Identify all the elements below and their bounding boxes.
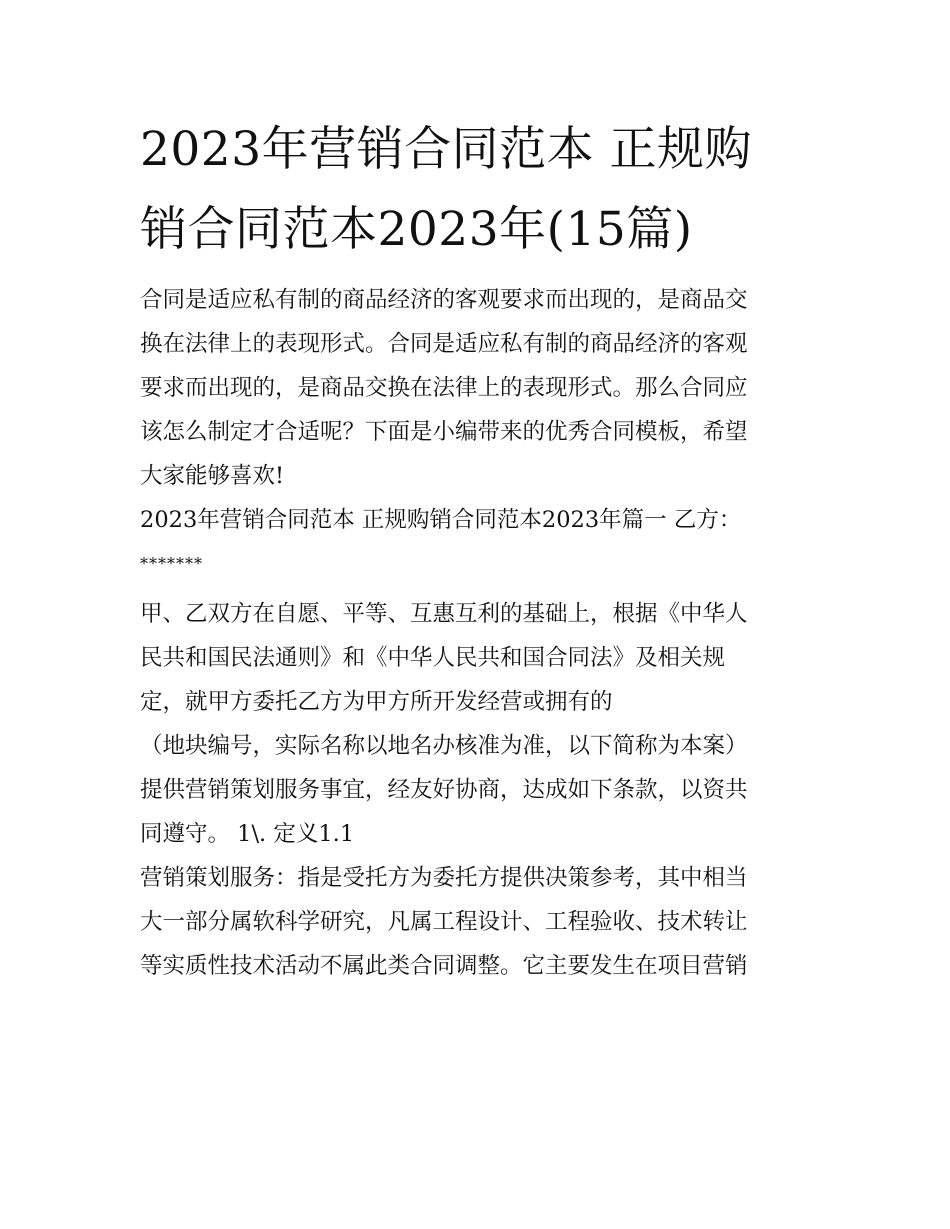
text-line: （地块编号，实际名称以地名办核准为准，以下简称为本案）	[140, 733, 748, 759]
definition-paragraph	[140, 856, 812, 988]
text-line: 合同是适应私有制的商品经济的客观要求而出现的，是商品交	[140, 287, 748, 313]
title-line: 2023年营销合同范本 正规购	[140, 122, 753, 177]
title-line: 销合同范本2023年(15篇)	[140, 202, 693, 257]
intro-paragraph	[140, 278, 812, 498]
text-line: 大家能够喜欢!	[140, 463, 285, 489]
text-line: 营销策划服务：指是受托方为委托方提供决策参考，其中相当	[140, 865, 748, 891]
text-line: 同遵守。 1\. 定义1.1	[140, 821, 355, 847]
text-line: 等实质性技术活动不属此类合同调整。它主要发生在项目营销	[140, 953, 748, 979]
clause-paragraph	[140, 592, 812, 856]
document-title	[140, 110, 820, 270]
text-line: 要求而出现的，是商品交换在法律上的表现形式。那么合同应	[140, 375, 748, 401]
section-heading	[140, 498, 812, 586]
text-line: 民共和国民法通则》和《中华人民共和国合同法》及相关规	[140, 645, 726, 671]
text-line: 2023年营销合同范本 正规购销合同范本2023年篇一 乙方：	[140, 507, 742, 533]
document-body	[140, 278, 812, 988]
text-line: 该怎么制定才合适呢？下面是小编带来的优秀合同模板，希望	[140, 419, 748, 445]
text-line: 换在法律上的表现形式。合同是适应私有制的商品经济的客观	[140, 331, 748, 357]
masked-party-name: *******	[140, 554, 203, 573]
text-line: 甲、乙双方在自愿、平等、互惠互利的基础上，根据《中华人	[140, 601, 748, 627]
text-line: 大一部分属软科学研究，凡属工程设计、工程验收、技术转让	[140, 909, 748, 935]
text-line: 定，就甲方委托乙方为甲方所开发经营或拥有的	[140, 689, 613, 715]
text-line: 提供营销策划服务事宜，经友好协商，达成如下条款，以资共	[140, 777, 748, 803]
